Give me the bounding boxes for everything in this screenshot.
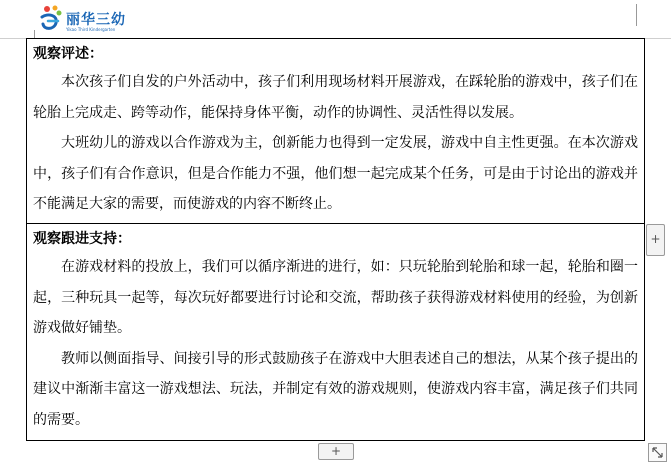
paragraph: 教师以侧面指导、间接引导的形式鼓励孩子在游戏中大胆表述自己的想法，从某个孩子提出的建议中渐渐丰富这一游戏想法、玩法，并制定有效的游戏规则，使游戏内容丰富，满足孩子们共同的需要。: [33, 350, 638, 428]
kindergarten-logo: [38, 3, 130, 33]
margin-corner-mark: [636, 4, 638, 26]
resize-icon: [649, 444, 666, 461]
table-cell-observation-review[interactable]: [27, 39, 644, 224]
table-cell-follow-up-support[interactable]: [27, 224, 644, 440]
logo-subtitle: Yikao Third Kindergarten: [66, 27, 116, 32]
paragraph: 本次孩子们自发的户外活动中，孩子们利用现场材料开展游戏，在踩轮胎的游戏中，孩子们在轮胎上完成走、跨等动作，能保持身体平衡，动作的协调性、灵活性得以发展。: [33, 74, 638, 121]
add-row-button[interactable]: +: [318, 443, 354, 460]
logo-mark-icon: [38, 3, 64, 33]
section-title: 观察跟进支持：: [33, 231, 131, 247]
logo-name: 丽华三幼: [66, 12, 126, 28]
document-header: [0, 0, 671, 39]
paragraph: 大班幼儿的游戏以合作游戏为主，创新能力也得到一定发展，游戏中自主性更强。在本次游戏中，孩子们有合作意识，但是合作能力不强，他们想一起完成某个任务，可是由于讨论出的游戏并不能满足大家的需要，而使游戏的内容不断终止。: [33, 135, 638, 212]
observation-table: [26, 38, 645, 441]
add-column-button[interactable]: +: [646, 224, 665, 256]
table-resize-handle[interactable]: [648, 443, 667, 462]
paragraph: 在游戏材料的投放上，我们可以循序渐进的进行，如：只玩轮胎到轮胎和球一起，轮胎和圈一起，三种玩具一起等，每次玩好都要进行讨论和交流，帮助孩子获得游戏材料使用的经验，为创新游戏做好铺垫。: [33, 259, 638, 336]
section-title: 观察评述：: [33, 46, 103, 62]
